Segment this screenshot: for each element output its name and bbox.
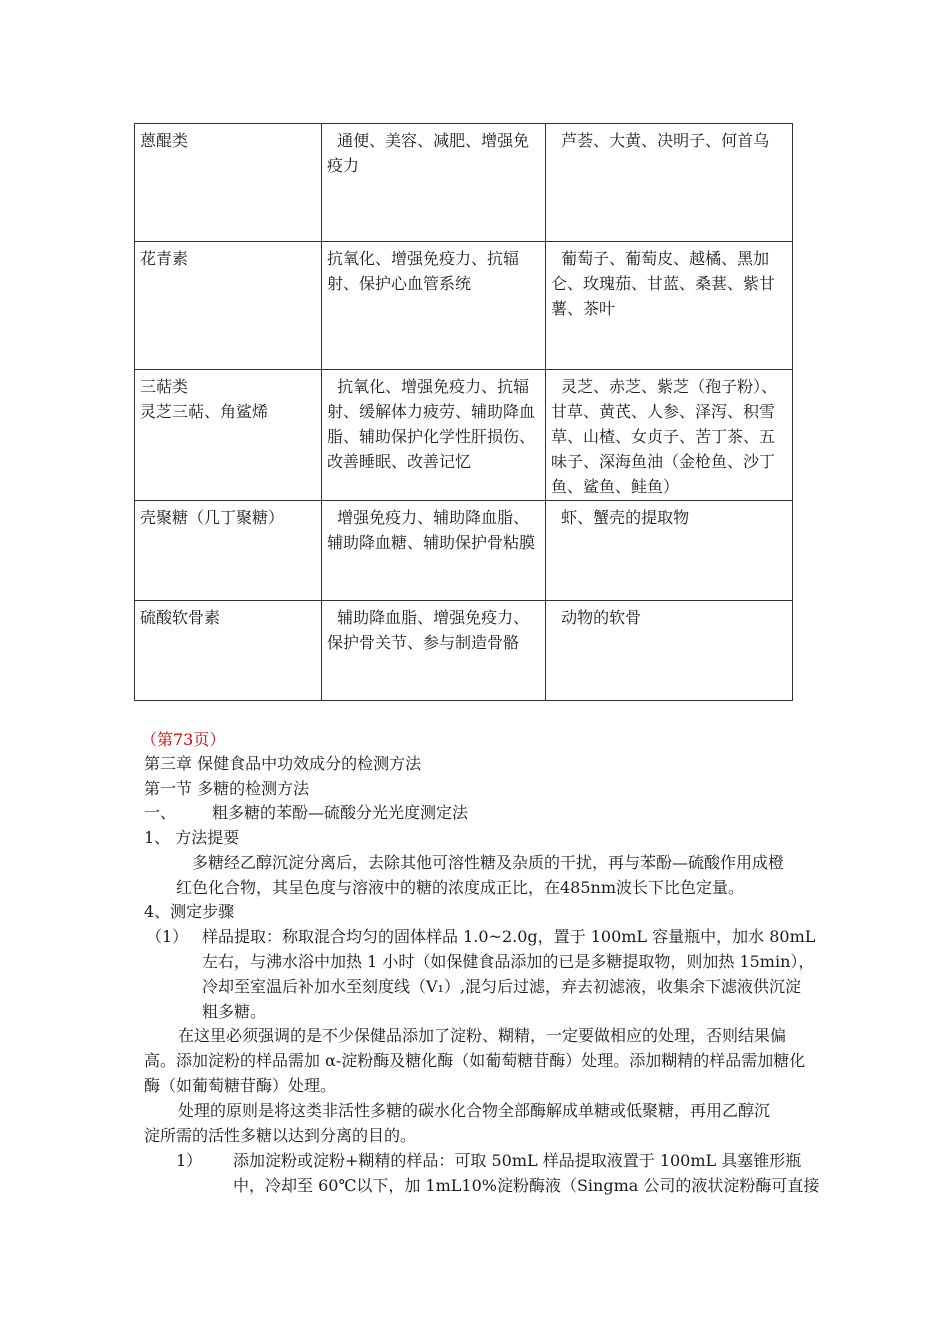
table-row [135, 124, 793, 242]
effect-cell: 抗氧化、增强免疫力、抗辐射、保护心血管系统 [322, 242, 546, 370]
subheading-method-summary: 1、 方法提要 [144, 828, 240, 847]
paragraph-line: 在这里必须强调的是不少保健品添加了淀粉、糊精，一定要做相应的处理，否则结果偏 [178, 1026, 787, 1045]
step-line: 左右，与沸水浴中加热 1 小时（如保健食品添加的已是多糖提取物，则加热 15min）， [202, 952, 815, 971]
ingredient-name-cell: 蒽醌类 [135, 124, 322, 242]
effect-cell: 辅助降血脂、增强免疫力、保护骨关节、参与制造骨骼 [322, 601, 546, 701]
paragraph-line: 淀所需的活性多糖以达到分离的目的。 [144, 1126, 417, 1145]
source-cell: 虾、蟹壳的提取物 [546, 501, 793, 601]
ingredient-name-cell: 花青素 [135, 242, 322, 370]
section-heading: 第一节 多糖的检测方法 [144, 779, 310, 798]
table-row [135, 242, 793, 370]
effect-cell: 增强免疫力、辅助降血脂、辅助降血糖、辅助保护骨粘膜 [322, 501, 546, 601]
ingredient-name-cell: 壳聚糖（几丁聚糖） [135, 501, 322, 601]
paragraph-line: 酶（如葡萄糖苷酶）处理。 [144, 1076, 337, 1095]
paragraph-line: 高。添加淀粉的样品需加 α-淀粉酶及糖化酶（如葡萄糖苷酶）处理。添加糊精的样品需加糖化 [144, 1051, 806, 1070]
item-number: 一、 [144, 803, 177, 822]
item-title: 粗多糖的苯酚—硫酸分光光度测定法 [212, 803, 469, 822]
paragraph-line: 红色化合物，其呈色度与溶液中的糖的浓度成正比，在485nm波长下比色定量。 [176, 878, 745, 897]
subheading-procedure: 4、测定步骤 [144, 902, 235, 921]
source-cell: 葡萄子、葡萄皮、越橘、黑加仑、玫瑰茄、甘蓝、桑葚、紫甘薯、茶叶 [546, 242, 793, 370]
table-row [135, 370, 793, 501]
substep-line: 中，冷却至 60℃以下，加 1mL10%淀粉酶液（Singma 公司的液状淀粉酶可直接 [233, 1176, 820, 1195]
page-marker: （第73页） [141, 730, 226, 749]
chapter-heading: 第三章 保健食品中功效成分的检测方法 [144, 754, 422, 773]
effect-cell: 通便、美容、减肥、增强免疫力 [322, 124, 546, 242]
substep-line: 添加淀粉或淀粉+糊精的样品：可取 50mL 样品提取液置于 100mL 具塞锥形瓶 [233, 1151, 802, 1170]
paragraph-line: 处理的原则是将这类非活性多糖的碳水化合物全部酶解成单糖或低聚糖，再用乙醇沉 [178, 1101, 771, 1120]
ingredient-name-cell: 三萜类 灵芝三萜、角鲨烯 [135, 370, 322, 501]
source-cell: 芦荟、大黄、决明子、何首乌 [546, 124, 793, 242]
step-line: 样品提取：称取混合均匀的固体样品 1.0~2.0g，置于 100mL 容量瓶中，加水 80mL [202, 927, 816, 946]
source-cell: 动物的软骨 [546, 601, 793, 701]
effect-cell: 抗氧化、增强免疫力、抗辐射、缓解体力疲劳、辅助降血脂、辅助保护化学性肝损伤、改善睡眠、改善记忆 [322, 370, 546, 501]
ingredient-name-cell: 硫酸软骨素 [135, 601, 322, 701]
substep-number: 1） [176, 1151, 203, 1170]
functional-ingredients-table [134, 123, 793, 701]
step-line: 冷却至室温后补加水至刻度线（V₁）,混匀后过滤，弃去初滤液，收集余下滤液供沉淀 [202, 977, 802, 996]
table-row [135, 501, 793, 601]
step-line: 粗多糖。 [202, 1002, 267, 1021]
paragraph-line: 多糖经乙醇沉淀分离后，去除其他可溶性糖及杂质的干扰，再与苯酚—硫酸作用成橙 [192, 853, 785, 872]
table-row [135, 601, 793, 701]
step-number: （1） [146, 927, 189, 946]
source-cell: 灵芝、赤芝、紫芝（孢子粉）、甘草、黄芪、人参、泽泻、积雪草、山楂、女贞子、苦丁茶、五味子、深海鱼油（金枪鱼、沙丁鱼、鲨鱼、鲑鱼） [546, 370, 793, 501]
